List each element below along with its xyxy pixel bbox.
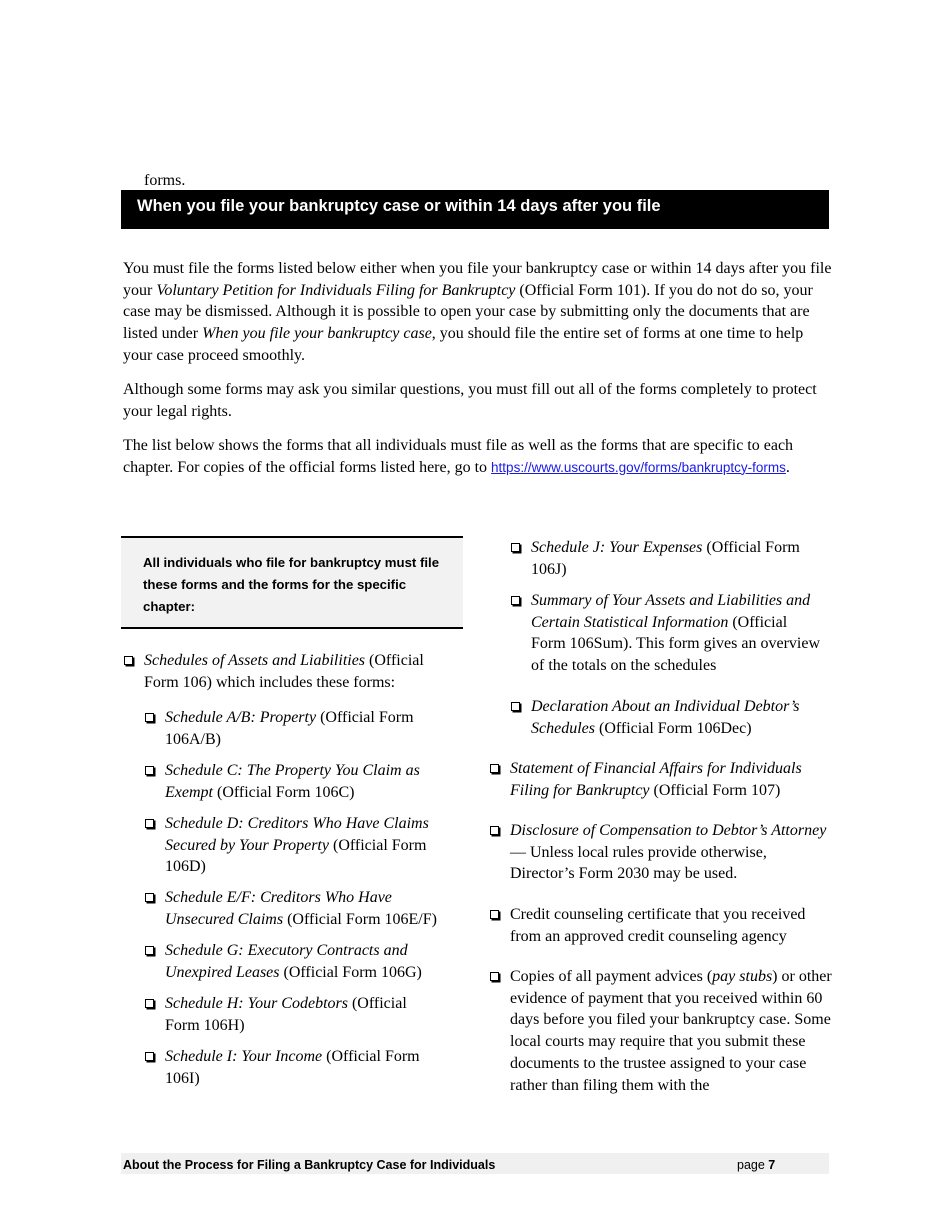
- checkbox-bullet-icon: [145, 713, 154, 722]
- item-form-title: Declaration About an Individual Debtor’s Schedules: [531, 698, 800, 737]
- footer-document-title: About the Process for Filing a Bankruptcy Case for Individuals: [123, 1158, 496, 1172]
- para1-section-ref: When you file your bankruptcy case: [202, 325, 432, 343]
- checkbox-bullet-icon: [124, 656, 133, 665]
- list-item: [145, 707, 445, 750]
- checkbox-bullet-icon: [145, 999, 154, 1008]
- para1-text-e: , you should file the entire set of forms at one time to help your case proceed smoothly.: [123, 325, 804, 364]
- item-form-title: Schedule C: The Property You Claim as Exempt: [165, 762, 420, 801]
- previous-section-tail: forms.: [144, 172, 186, 189]
- item-form-detail: (Official Form 106A/B): [165, 709, 414, 748]
- list-item: [511, 590, 823, 677]
- para1-text-c: (Official Form 101). If you do not do so, your case may be dismissed. Although it is possible to open your case by submitting only the documents that are listed under: [123, 281, 813, 343]
- item-form-detail: ) or other evidence of payment that you received within 60 days before you filed your bankruptcy case. Some local courts may require that you submit these documents to the trustee assigned to your case rather than filing them with the: [510, 968, 832, 1094]
- item-form-prefix: Copies of all payment advices (: [510, 968, 713, 985]
- list-item: [511, 537, 801, 580]
- intro-paragraph: [123, 258, 833, 367]
- item-form-detail: (Official Form 106G): [279, 963, 422, 981]
- list-item: [145, 760, 450, 803]
- item-form-title: Schedule J: Your Expenses: [531, 539, 703, 556]
- footer-page-value: 7: [768, 1158, 776, 1172]
- checkbox-bullet-icon: [145, 893, 154, 902]
- list-item: [124, 650, 454, 693]
- list-item: [490, 758, 825, 801]
- item-form-title: Schedule E/F: Creditors Who Have Unsecured Claims: [165, 889, 392, 928]
- item-form-detail: (Official Form 106H): [165, 995, 407, 1034]
- list-item: [490, 904, 830, 947]
- item-form-detail: (Official Form 106J): [531, 539, 800, 578]
- checkbox-bullet-icon: [145, 766, 154, 775]
- item-form-title: Schedule G: Executory Contracts and Unexpired Leases: [165, 942, 408, 981]
- list-item: [145, 1046, 420, 1089]
- checkbox-bullet-icon: [145, 1052, 154, 1061]
- checkbox-bullet-icon: [490, 972, 499, 981]
- checkbox-bullet-icon: [511, 596, 520, 605]
- legal-rights-paragraph: Although some forms may ask you similar questions, you must fill out all of the forms completely to protect your legal rights.: [123, 381, 817, 420]
- item-form-detail: — Unless local rules provide otherwise, Director’s Form 2030 may be used.: [510, 843, 767, 883]
- checkbox-bullet-icon: [145, 819, 154, 828]
- para1-form-title: Voluntary Petition for Individuals Filing for Bankruptcy: [156, 281, 516, 299]
- section-heading-banner: When you file your bankruptcy case or within 14 days after you file: [121, 190, 829, 229]
- para3-text-b: .: [785, 458, 790, 476]
- list-item: [145, 993, 445, 1036]
- item-form-title: Schedule H: Your Codebtors: [165, 995, 348, 1012]
- footer-page-number: [737, 1158, 775, 1172]
- item-form-detail: (Official Form 106Sum). This form gives an overview of the totals on the schedules: [531, 613, 821, 675]
- checkbox-bullet-icon: [145, 946, 154, 955]
- uscourts-forms-link[interactable]: https://www.uscourts.gov/forms/bankruptcy-forms: [491, 459, 786, 475]
- forms-list-paragraph: [123, 435, 828, 478]
- item-form-title: Statement of Financial Affairs for Individuals Filing for Bankruptcy: [510, 760, 802, 799]
- para1-text-a: You must file the forms listed below either when you file your bankruptcy case or within 14 days after you file your: [123, 260, 832, 299]
- item-form-title: pay stubs: [712, 968, 773, 985]
- item-form-detail: (Official Form 106D): [165, 836, 427, 876]
- item-form-detail: (Official Form 107): [649, 781, 781, 799]
- item-form-detail: Credit counseling certificate that you received from an approved credit counseling agency: [510, 906, 806, 945]
- all-individuals-callout: All individuals who file for bankruptcy must file these forms and the forms for the specific chapter:: [121, 536, 463, 629]
- item-form-detail: (Official Form 106) which includes these forms:: [144, 652, 424, 691]
- item-form-detail: (Official Form 106I): [165, 1048, 420, 1087]
- checkbox-bullet-icon: [490, 764, 499, 773]
- item-form-title: Summary of Your Assets and Liabilities and Certain Statistical Information: [531, 592, 811, 631]
- checkbox-bullet-icon: [490, 910, 499, 919]
- para3-text-a: The list below shows the forms that all individuals must file as well as the forms that are specific to each chapter. For copies of the official forms listed here, go to: [123, 437, 794, 476]
- list-item: [511, 696, 823, 739]
- checkbox-bullet-icon: [511, 543, 520, 552]
- item-form-detail: (Official Form 106E/F): [283, 910, 437, 928]
- item-form-title: Schedule A/B: Property: [165, 709, 317, 726]
- item-form-title: Schedules of Assets and Liabilities: [144, 652, 366, 669]
- item-form-title: Schedule D: Creditors Who Have Claims Secured by Your Property: [165, 815, 429, 854]
- list-item: [145, 887, 463, 930]
- list-item: [490, 966, 846, 1096]
- item-form-detail: (Official Form 106C): [212, 783, 355, 801]
- item-form-title: Disclosure of Compensation to Debtor’s Attorney: [510, 822, 827, 839]
- checkbox-bullet-icon: [490, 826, 499, 835]
- item-form-detail: (Official Form 106Dec): [594, 719, 752, 737]
- checkbox-bullet-icon: [511, 702, 520, 711]
- list-item: [145, 813, 455, 878]
- list-item: [145, 940, 450, 983]
- list-item: [490, 820, 832, 885]
- page-footer: [121, 1153, 829, 1174]
- item-form-title: Schedule I: Your Income: [165, 1048, 323, 1065]
- footer-page-label: page: [737, 1158, 765, 1172]
